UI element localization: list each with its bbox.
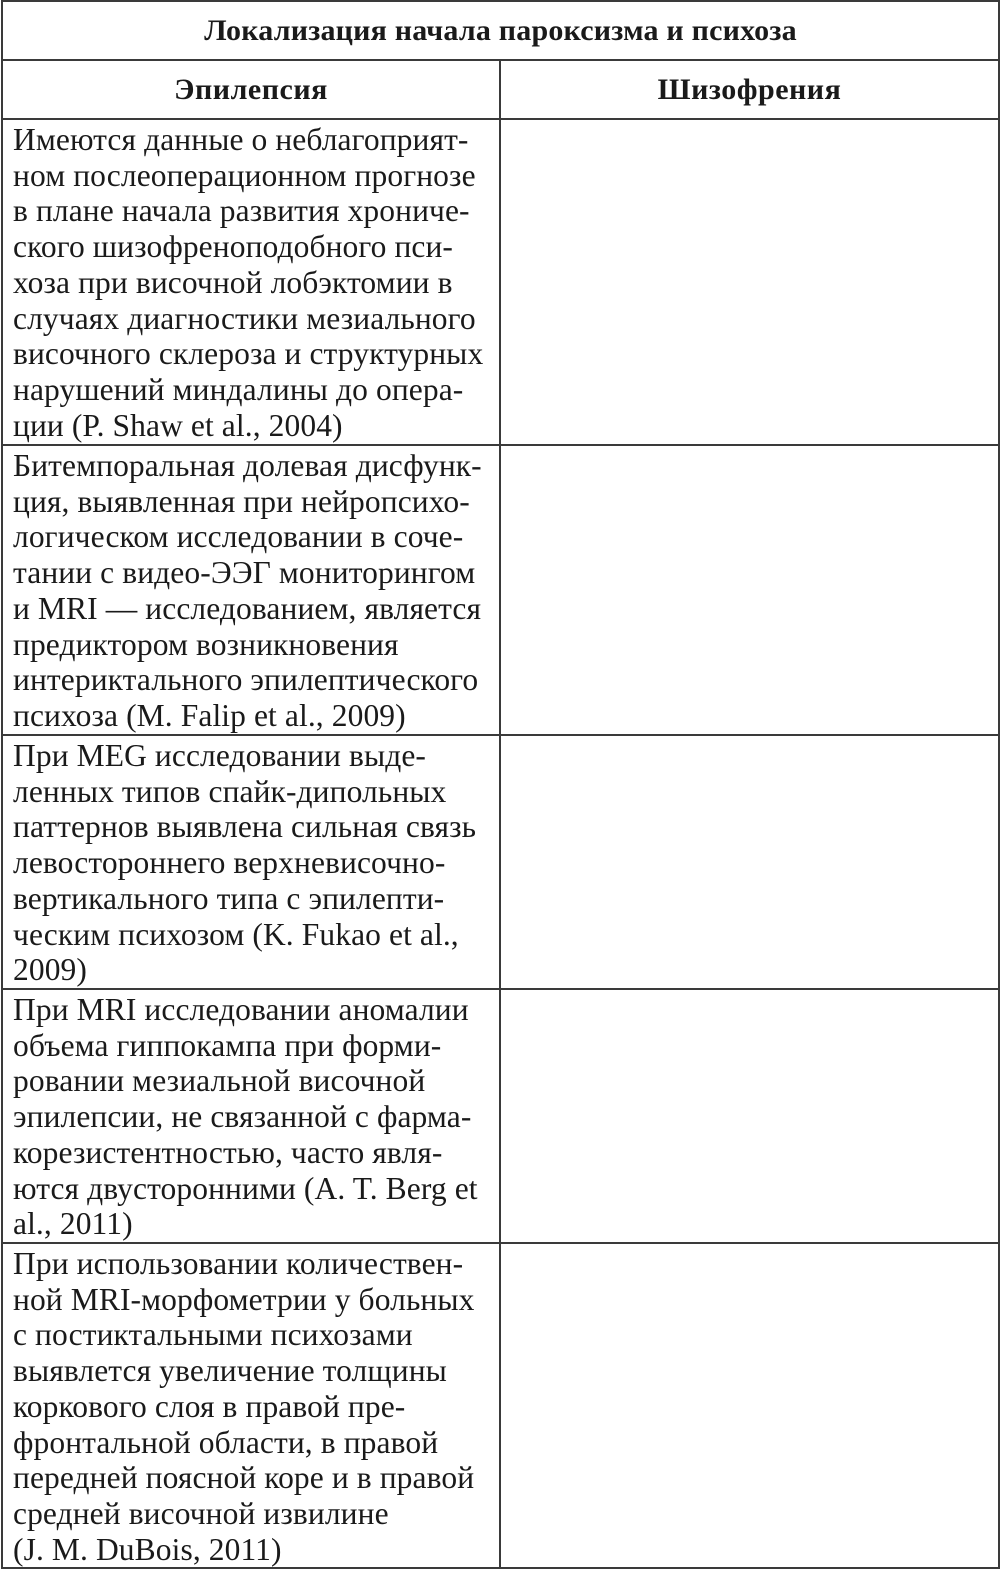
- table-row: [2, 119, 999, 445]
- cell-line: нарушений миндалины до опера-: [13, 371, 464, 407]
- cell-line: ются двусторонними (A. T. Berg et: [13, 1170, 478, 1206]
- cell-line: ции (P. Shaw et al., 2004): [13, 407, 343, 443]
- cell-line: ческим психозом (K. Fukao et al.,: [13, 916, 459, 952]
- cell-line: случаях диагностики мезиального: [13, 300, 476, 336]
- cell-line: психоза (M. Falip et al., 2009): [13, 697, 406, 733]
- cell-line: (J. M. DuBois, 2011): [13, 1531, 282, 1567]
- cell-line: в плане начала развития хрониче-: [13, 193, 470, 229]
- cell-line: средней височной извилине: [13, 1495, 389, 1531]
- epilepsy-cell: [2, 989, 500, 1243]
- epilepsy-cell: [2, 445, 500, 735]
- cell-line: ном послеоперационном прогнозе: [13, 157, 476, 193]
- cell-line: интериктального эпилептического: [13, 662, 479, 698]
- epilepsy-cell: [2, 1243, 500, 1568]
- epilepsy-cell: [2, 119, 500, 445]
- cell-line: вертикального типа с эпилепти-: [13, 880, 445, 916]
- cell-line: височного склероза и структурных: [13, 336, 484, 372]
- cell-line: При MRI исследовании аномалии: [13, 992, 469, 1027]
- cell-line: al., 2011): [13, 1206, 133, 1242]
- cell-line: и MRI — исследованием, является: [13, 590, 482, 626]
- cell-line: паттернов выявлена сильная связь: [13, 809, 477, 845]
- comparison-table: [1, 0, 1000, 1569]
- header-epilepsy: Эпилепсия: [2, 60, 500, 119]
- cell-line: предиктором возникновения: [13, 626, 399, 662]
- cell-line: ровании мезиальной височной: [13, 1063, 426, 1099]
- cell-line: эпилепсии, не связанной с фарма-: [13, 1099, 472, 1135]
- epilepsy-cell: [2, 735, 500, 989]
- cell-line: объема гиппокампа при форми-: [13, 1027, 442, 1063]
- cell-line: фронтальной области, в правой: [13, 1424, 439, 1460]
- cell-line: логическом исследовании в соче-: [13, 519, 464, 555]
- cell-line: коркового слоя в правой пре-: [13, 1388, 406, 1424]
- cell-line: левостороннего верхневисочно-: [13, 845, 446, 881]
- cell-line: тании с видео-ЭЭГ мониторингом: [13, 555, 476, 591]
- cell-line: При использовании количествен-: [13, 1246, 464, 1281]
- cell-line: передней поясной коре и в правой: [13, 1460, 475, 1496]
- table-row: [2, 989, 999, 1243]
- cell-line: ция, выявленная при нейропсихо-: [13, 483, 470, 519]
- schizophrenia-cell: [500, 119, 999, 445]
- header-schizophrenia: Шизофрения: [500, 60, 999, 119]
- cell-line: Битемпоральная долевая дисфунк-: [13, 448, 482, 483]
- table-header-row: [2, 60, 999, 119]
- table-row: [2, 735, 999, 989]
- cell-line: При MEG исследовании выде-: [13, 738, 427, 773]
- cell-line: ского шизофреноподобного пси-: [13, 229, 454, 265]
- schizophrenia-cell: [500, 1243, 999, 1568]
- cell-line: хоза при височной лобэктомии в: [13, 264, 453, 300]
- schizophrenia-cell: [500, 735, 999, 989]
- cell-line: выявлется увеличение толщины: [13, 1353, 447, 1389]
- table-row: [2, 1243, 999, 1568]
- schizophrenia-cell: [500, 989, 999, 1243]
- cell-line: корезистентностью, часто явля-: [13, 1134, 443, 1170]
- table-row: [2, 445, 999, 735]
- table-title: Локализация начала пароксизма и психоза: [2, 1, 999, 60]
- cell-line: ленных типов спайк-дипольных: [13, 773, 447, 809]
- schizophrenia-cell: [500, 445, 999, 735]
- cell-line: Имеются данные о неблагоприят-: [13, 122, 469, 157]
- cell-line: 2009): [13, 952, 87, 988]
- cell-line: ной MRI-морфометрии у больных: [13, 1281, 475, 1317]
- table-title-row: [2, 1, 999, 60]
- cell-line: с постиктальными психозами: [13, 1317, 413, 1353]
